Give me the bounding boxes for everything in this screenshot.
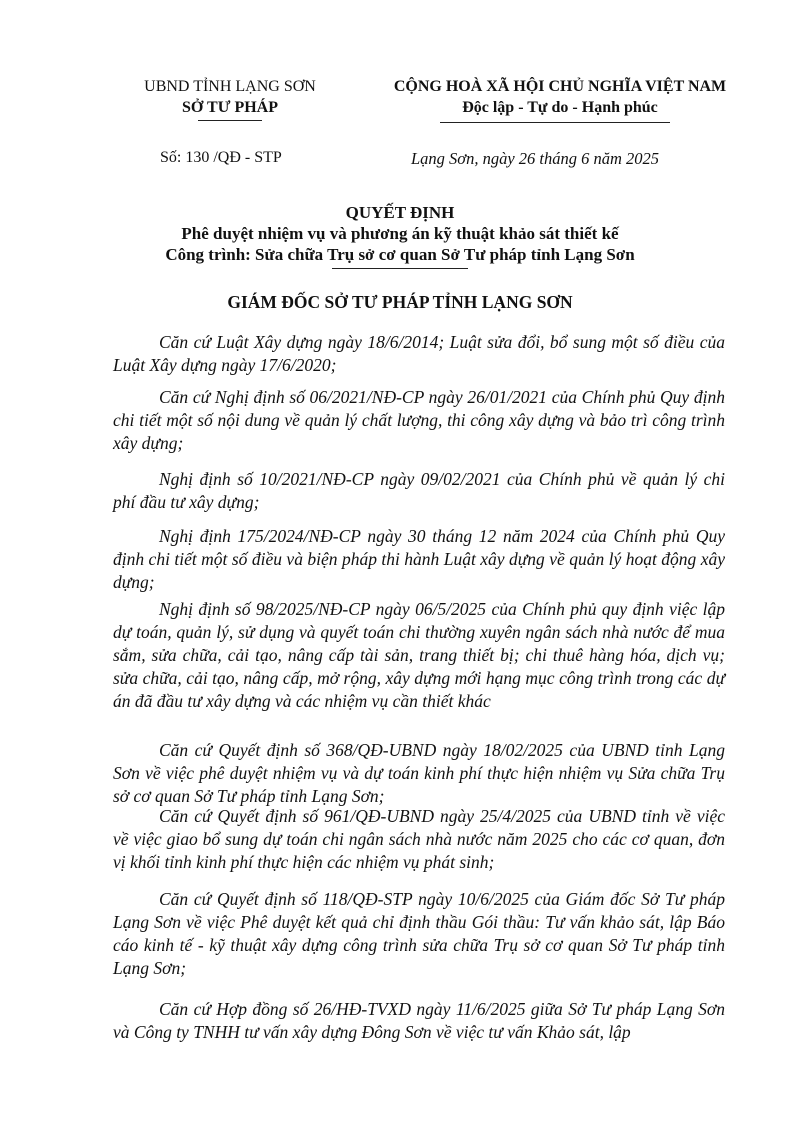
place-date: Lạng Sơn, ngày 26 tháng 6 năm 2025	[411, 149, 660, 168]
national-motto: Độc lập - Tự do - Hạnh phúc	[462, 99, 658, 116]
document-project: Công trình: Sửa chữa Trụ sở cơ quan Sở Tư pháp tỉnh Lạng Sơn	[165, 245, 635, 264]
issuing-authority: GIÁM ĐỐC SỞ TƯ PHÁP TỈNH LẠNG SƠN	[227, 292, 573, 312]
basis-paragraph: Nghị định số 98/2025/NĐ-CP ngày 06/5/2025 của Chính phủ quy định việc lập dự toán, quản lý, sử dụng và quyết toán chi thường xuyên ngân sách nhà nước để mua sắm, sửa chữa, cải tạo, nâng cấp tài sản, trang thiết bị; chi thuê hàng hóa, dịch vụ; sửa chữa, cải tạo, nâng cấp, mở rộng, xây dựng mới hạng mục công trình trong các dự án đã đầu tư xây dựng và các nhiệm vụ cần thiết khác	[113, 599, 725, 711]
basis-paragraph: Căn cứ Quyết định số 368/QĐ-UBND ngày 18/02/2025 của UBND tỉnh Lạng Sơn về việc phê duyệt nhiệm vụ và dự toán kinh phí thực hiện nhiệm vụ Sửa chữa Trụ sở cơ quan Sở Tư pháp tỉnh Lạng Sơn;	[113, 740, 725, 806]
basis-paragraph: Nghị định số 10/2021/NĐ-CP ngày 09/02/2021 của Chính phủ về quản lý chi phí đầu tư xây dựng;	[113, 469, 725, 512]
basis-paragraph: Căn cứ Quyết định số 961/QĐ-UBND ngày 25/4/2025 của UBND tỉnh về việc về việc giao bổ sung dự toán chi ngân sách nhà nước năm 2025 cho các cơ quan, đơn vị khối tỉnh kinh phí thực hiện các nhiệm vụ phát sinh;	[113, 806, 725, 872]
title-underline	[332, 268, 468, 269]
agency-parent: UBND TỈNH LẠNG SƠN	[144, 78, 316, 95]
agency-name: SỞ TƯ PHÁP	[181, 99, 278, 116]
national-title: CỘNG HOÀ XÃ HỘI CHỦ NGHĨA VIỆT NAM	[393, 78, 727, 95]
basis-paragraph: Căn cứ Quyết định số 118/QĐ-STP ngày 10/6/2025 của Giám đốc Sở Tư pháp Lạng Sơn về việc Phê duyệt kết quả chỉ định thầu Gói thầu: Tư vấn khảo sát, lập Báo cáo kinh tế - kỹ thuật xây dựng công trình sửa chữa Trụ sở cơ quan Sở Tư pháp tỉnh Lạng Sơn;	[113, 889, 725, 978]
motto-underline	[440, 122, 670, 123]
document-subject: Phê duyệt nhiệm vụ và phương án kỹ thuật khảo sát thiết kế	[181, 224, 619, 243]
agency-underline	[198, 120, 262, 121]
basis-paragraph: Căn cứ Nghị định số 06/2021/NĐ-CP ngày 26/01/2021 của Chính phủ Quy định chi tiết một số nội dung về quản lý chất lượng, thi công xây dựng và bảo trì công trình xây dựng;	[113, 387, 725, 453]
document-title: QUYẾT ĐỊNH	[345, 203, 455, 222]
basis-paragraph: Nghị định 175/2024/NĐ-CP ngày 30 tháng 12 năm 2024 của Chính phủ Quy định chi tiết một số điều và biện pháp thi hành Luật xây dựng về quản lý hoạt động xây dựng;	[113, 526, 725, 592]
basis-paragraph: Căn cứ Hợp đồng số 26/HĐ-TVXD ngày 11/6/2025 giữa Sở Tư pháp Lạng Sơn và Công ty TNHH tư vấn xây dựng Đông Sơn về việc tư vấn Khảo sát, lập	[113, 999, 725, 1042]
document-number: Số: 130 /QĐ - STP	[160, 149, 282, 166]
basis-paragraph: Căn cứ Luật Xây dựng ngày 18/6/2014; Luật sửa đổi, bổ sung một số điều của Luật Xây dựng ngày 17/6/2020;	[113, 332, 725, 375]
